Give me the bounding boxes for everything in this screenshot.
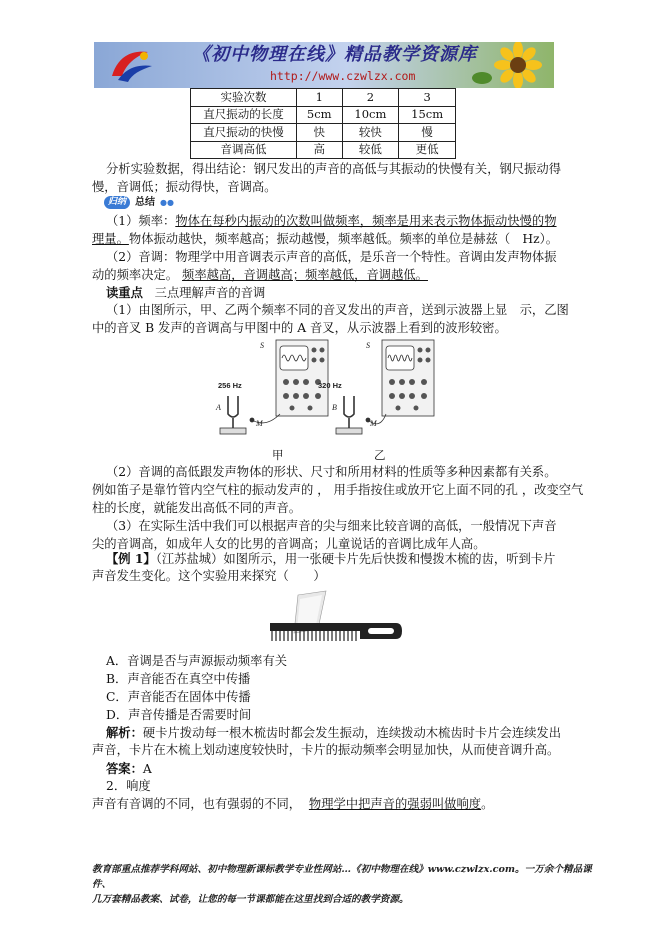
summary-tag: 归纳	[104, 196, 130, 209]
table-cell: 5cm	[297, 106, 343, 124]
footer-line-2: 几万套精品教案、试卷，让您的每一节课都能在这里找到合适的教学资源。	[92, 894, 409, 905]
label-m-left: M	[256, 419, 263, 428]
label-m-right: M	[370, 419, 377, 428]
table-cell: 较低	[342, 141, 399, 159]
loudness-underlined: 物理学中把声音的强弱叫做响度	[308, 797, 482, 811]
oscilloscope-right	[382, 340, 434, 416]
table-cell: 更低	[399, 141, 456, 159]
frequency-def-line-1	[106, 212, 557, 231]
pitch-def-line-1: （2）音调：物理学中用音调表示声音的高低，是乐音一个特性。音调由发声物体振	[106, 250, 557, 264]
table-cell: 1	[297, 89, 343, 107]
key-point-2-line-3: 柱的长度，就能发出高低不同的声音。	[92, 501, 302, 515]
answer-line	[106, 759, 152, 779]
example-line-2: 声音发生变化。这个实验用来探究（ ）	[92, 569, 326, 583]
footer-line-1: 教育部重点推荐学科网站、初中物理新课标教学专业性网站…《初中物理在线》www.czwlzx.com。一万余个精品课件、	[92, 864, 592, 890]
example-line-1	[106, 549, 555, 569]
loudness-end: 。	[481, 797, 494, 811]
banner-title: 《初中物理在线》精品教学资源库	[192, 44, 477, 65]
frequency-def-line-2	[92, 230, 558, 249]
caption-jia: 甲	[272, 448, 284, 462]
sunflower-icon	[470, 42, 550, 88]
header-banner	[94, 42, 554, 88]
option-c: C．声音能否在固体中传播	[106, 690, 251, 704]
label-s-left: S	[260, 341, 264, 350]
site-logo-icon	[108, 46, 154, 84]
key-point-title: 三点理解声音的音调	[154, 286, 266, 300]
option-d: D．声音传播是否需要时间	[106, 708, 252, 722]
analysis-solution-line-1	[106, 723, 561, 743]
caption-yi: 乙	[374, 448, 386, 462]
analysis-label: 解析：	[106, 725, 143, 740]
pitch-def-a: 动的频率决定。	[92, 268, 179, 282]
table-row	[191, 124, 456, 142]
experiment-table	[190, 88, 456, 159]
analysis-solution-line-2: 声音，卡片在木梳上划动速度较快时，卡片的振动频率会明显加快，从而使音调升高。	[92, 743, 560, 757]
loudness-definition	[92, 795, 493, 814]
option-a: A．音调是否与声源振动频率有关	[106, 654, 288, 668]
tuning-fork-oscilloscope-figure	[214, 338, 438, 442]
table-row-header: 音调高低	[191, 141, 297, 159]
tuning-fork-a-icon	[220, 396, 246, 434]
frequency-detail: 物体振动越快，频率越高；振动越慢，频率越低。频率的单位是赫兹（ Hz）。	[128, 232, 559, 246]
key-point-3-line-1: （3）在实际生活中我们可以根据声音的尖与细来比较音调的高低，一般情况下声音	[106, 519, 557, 533]
tuning-fork-b-icon	[336, 396, 362, 434]
frequency-prefix: （1）频率：	[106, 214, 176, 228]
summary-dots: ●●	[160, 198, 174, 207]
label-s-right: S	[366, 341, 370, 350]
key-point-label: 读重点	[106, 285, 143, 300]
key-point-2-line-1: （2）音调的高低跟发声物体的形状、尺寸和所用材料的性质等多种因素都有关系。	[106, 465, 557, 479]
freq-left: 256 Hz	[218, 381, 242, 390]
freq-right: 320 Hz	[318, 381, 342, 390]
page-footer	[92, 862, 592, 907]
table-row-header: 实验次数	[191, 89, 297, 107]
analysis-line-2: 慢，音调低；振动得快，音调高。	[92, 180, 277, 194]
table-row	[191, 89, 456, 107]
analysis-text-1: 硬卡片拨动每一根木梳齿时都会发生振动，连续拨动木梳齿时卡片会连续发出	[142, 726, 562, 740]
table-cell: 10cm	[342, 106, 399, 124]
key-point-3-line-2: 尖的音调高，如成年人女的比男的音调高；儿童说话的音调比成年人高。	[92, 537, 486, 551]
banner-url[interactable]: http://www.czwlzx.com	[270, 69, 416, 83]
loudness-heading: 2．响度	[106, 779, 151, 793]
example-text-1: （江苏盐城）如图所示，用一张硬卡片先后快拨和慢拨木梳的齿，听到卡片	[155, 552, 556, 566]
frequency-definition-end: 理量。	[92, 232, 129, 246]
pitch-relation: 频率越高，音调越高；频率越低，音调越低。	[182, 268, 428, 282]
comb-icon	[270, 623, 402, 641]
table-cell: 2	[342, 89, 399, 107]
table-row-header: 直尺振动的快慢	[191, 124, 297, 142]
loudness-text: 声音有音调的不同，也有强弱的不同，	[92, 797, 302, 811]
table-cell: 慢	[399, 124, 456, 142]
summary-label: 总结	[135, 197, 155, 208]
table-cell: 15cm	[399, 106, 456, 124]
table-row	[191, 141, 456, 159]
table-cell: 高	[297, 141, 343, 159]
key-point-2-line-2: 例如笛子是靠竹管内空气柱的振动发声的 ， 用手指按住或放开它上面不同的孔 ，改变空气	[92, 483, 584, 497]
oscilloscope-left	[276, 340, 328, 416]
table-row-header: 直尺振动的长度	[191, 106, 297, 124]
key-point-1-line-1: （1）由图所示，甲、乙两个频率不同的音叉发出的声音，送到示波器上显 示，乙图	[106, 303, 569, 317]
option-b: B．声音能否在真空中传播	[106, 672, 251, 686]
example-label: 【例 1】	[106, 551, 156, 566]
label-b: B	[332, 403, 337, 412]
answer-label: 答案：	[106, 761, 143, 776]
table-cell: 较快	[342, 124, 399, 142]
frequency-definition: 物体在每秒内振动的次数叫做频率，频率是用来表示物体振动快慢的物	[175, 214, 557, 228]
key-point-heading	[106, 283, 265, 303]
comb-card-figure	[268, 589, 404, 649]
label-a: A	[216, 403, 221, 412]
table-row	[191, 106, 456, 124]
key-point-1-line-2: 中的音叉 B 发声的音调高与甲图中的 A 音叉，从示波器上看到的波形较密。	[92, 321, 507, 335]
analysis-line-1: 分析实验数据，得出结论：钢尺发出的声音的高低与其振动的快慢有关，钢尺振动得	[106, 162, 561, 176]
answer-value: A	[142, 762, 152, 776]
table-cell: 3	[399, 89, 456, 107]
table-cell: 快	[297, 124, 343, 142]
